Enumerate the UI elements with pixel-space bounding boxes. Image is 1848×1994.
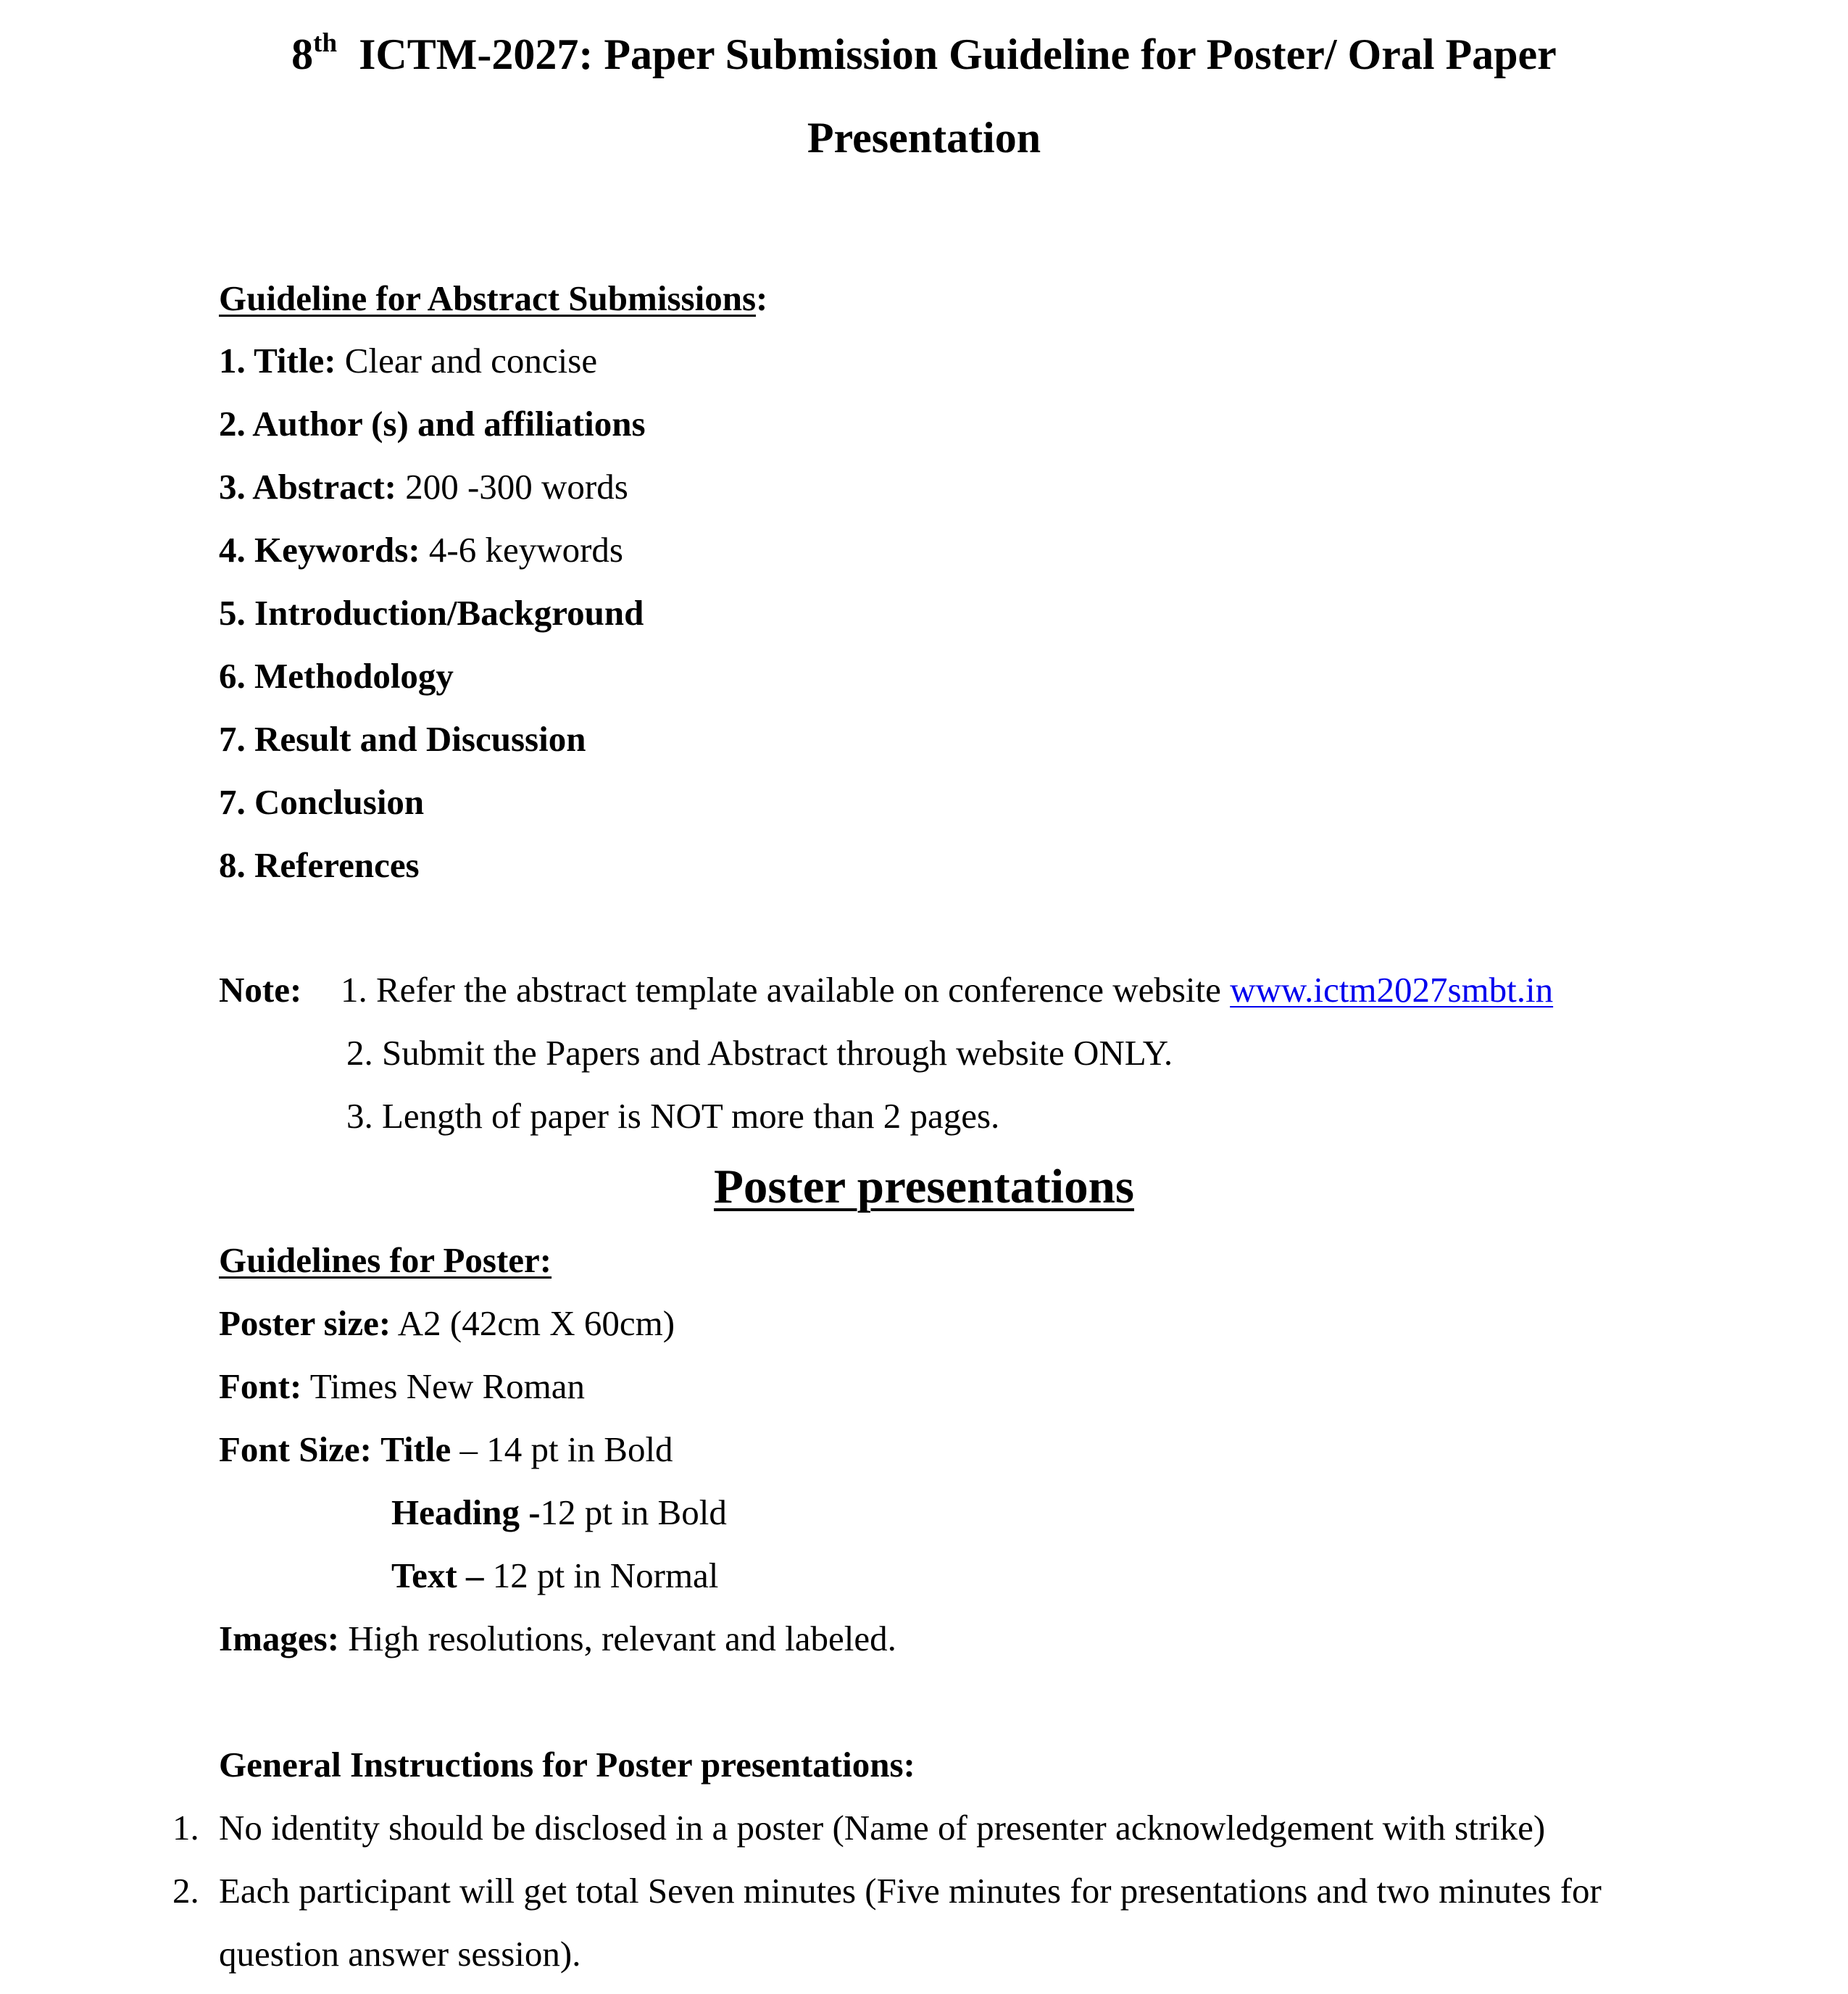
abstract-item-value: 4-6 keywords (420, 530, 623, 570)
abstract-guidelines-heading-colon: : (756, 278, 768, 318)
note-item-2: 2. Submit the Papers and Abstract through website ONLY. (346, 1033, 1173, 1073)
note-label: Note: (219, 970, 302, 1010)
abstract-item-label: 4. Keywords: (219, 530, 420, 570)
page-title-line1 (0, 29, 1848, 86)
poster-guidelines-heading-text: Guidelines for Poster: (219, 1240, 552, 1280)
poster-images-label: Images: (219, 1619, 340, 1658)
poster-section-heading: Poster presentations (713, 1160, 1134, 1213)
abstract-guidelines-heading (219, 278, 767, 319)
poster-font-size-line (219, 1429, 673, 1470)
abstract-item (219, 467, 628, 507)
abstract-item-label: 8. References (219, 845, 420, 885)
poster-font-size-label: Font Size: (219, 1429, 372, 1469)
poster-heading-size-line (391, 1492, 727, 1533)
abstract-item-label: 1. Title: (219, 341, 336, 381)
poster-heading-size-label: Heading - (391, 1492, 541, 1532)
abstract-item-label: 2. Author (s) and affiliations (219, 404, 646, 444)
abstract-item-label: 7. Conclusion (219, 782, 425, 822)
abstract-item-label: 6. Methodology (219, 656, 454, 696)
general-item-text-continued: question answer session). (219, 1934, 581, 1974)
poster-size-label: Poster size: (219, 1303, 391, 1343)
poster-size-value: A2 (42cm X 60cm) (391, 1303, 675, 1343)
general-item-text: Each participant will get total Seven minutes (Five minutes for presentations and two minutes for (219, 1871, 1602, 1911)
abstract-item-label: 3. Abstract: (219, 467, 396, 507)
abstract-item-value: 200 -300 words (396, 467, 628, 507)
abstract-item (219, 719, 586, 760)
poster-text-size-value: 12 pt in Normal (483, 1555, 719, 1595)
poster-title-size-label: Title (380, 1429, 451, 1469)
general-instructions-heading: General Instructions for Poster presentations: (219, 1745, 915, 1785)
abstract-item (219, 530, 623, 570)
abstract-item (219, 404, 646, 444)
general-item-number: 2. (172, 1871, 199, 1911)
poster-heading-size-value: 12 pt in Bold (540, 1492, 727, 1532)
page-title-line2: Presentation (807, 114, 1041, 162)
abstract-item (219, 656, 454, 697)
poster-guidelines-heading (219, 1240, 552, 1281)
abstract-item (219, 845, 420, 886)
poster-title-size-value: – 14 pt in Bold (451, 1429, 673, 1469)
general-item-text: No identity should be disclosed in a poster (Name of presenter acknowledgement with strike) (219, 1808, 1546, 1848)
abstract-item (219, 341, 597, 381)
conference-website-link[interactable]: www.ictm2027smbt.in (1230, 970, 1554, 1010)
abstract-item-label: 5. Introduction/Background (219, 593, 644, 633)
abstract-guidelines-heading-text: Guideline for Abstract Submissions (219, 278, 757, 318)
abstract-item (219, 782, 424, 823)
abstract-item-value: Clear and concise (336, 341, 598, 381)
note-item-1-text: 1. Refer the abstract template available on conference website (341, 970, 1231, 1010)
poster-font-value: Times New Roman (301, 1366, 586, 1406)
title-ordinal-suffix: th (313, 28, 338, 58)
title-ordinal-number: 8 (291, 30, 314, 78)
poster-text-size-line (391, 1555, 718, 1596)
poster-font-label: Font: (219, 1366, 302, 1406)
general-item-number: 1. (172, 1808, 199, 1848)
note-item-1 (341, 970, 1553, 1010)
poster-images-value: High resolutions, relevant and labeled. (339, 1619, 896, 1658)
title-main-text: ICTM-2027: Paper Submission Guideline for Poster/ Oral Paper (359, 30, 1557, 78)
poster-text-size-label: Text – (391, 1555, 484, 1595)
abstract-item-label: 7. Result and Discussion (219, 719, 586, 759)
note-item-3: 3. Length of paper is NOT more than 2 pages. (346, 1096, 1000, 1136)
poster-images-line (219, 1619, 896, 1659)
poster-font-line (219, 1366, 585, 1407)
abstract-item (219, 593, 644, 633)
poster-size-line (219, 1303, 675, 1344)
